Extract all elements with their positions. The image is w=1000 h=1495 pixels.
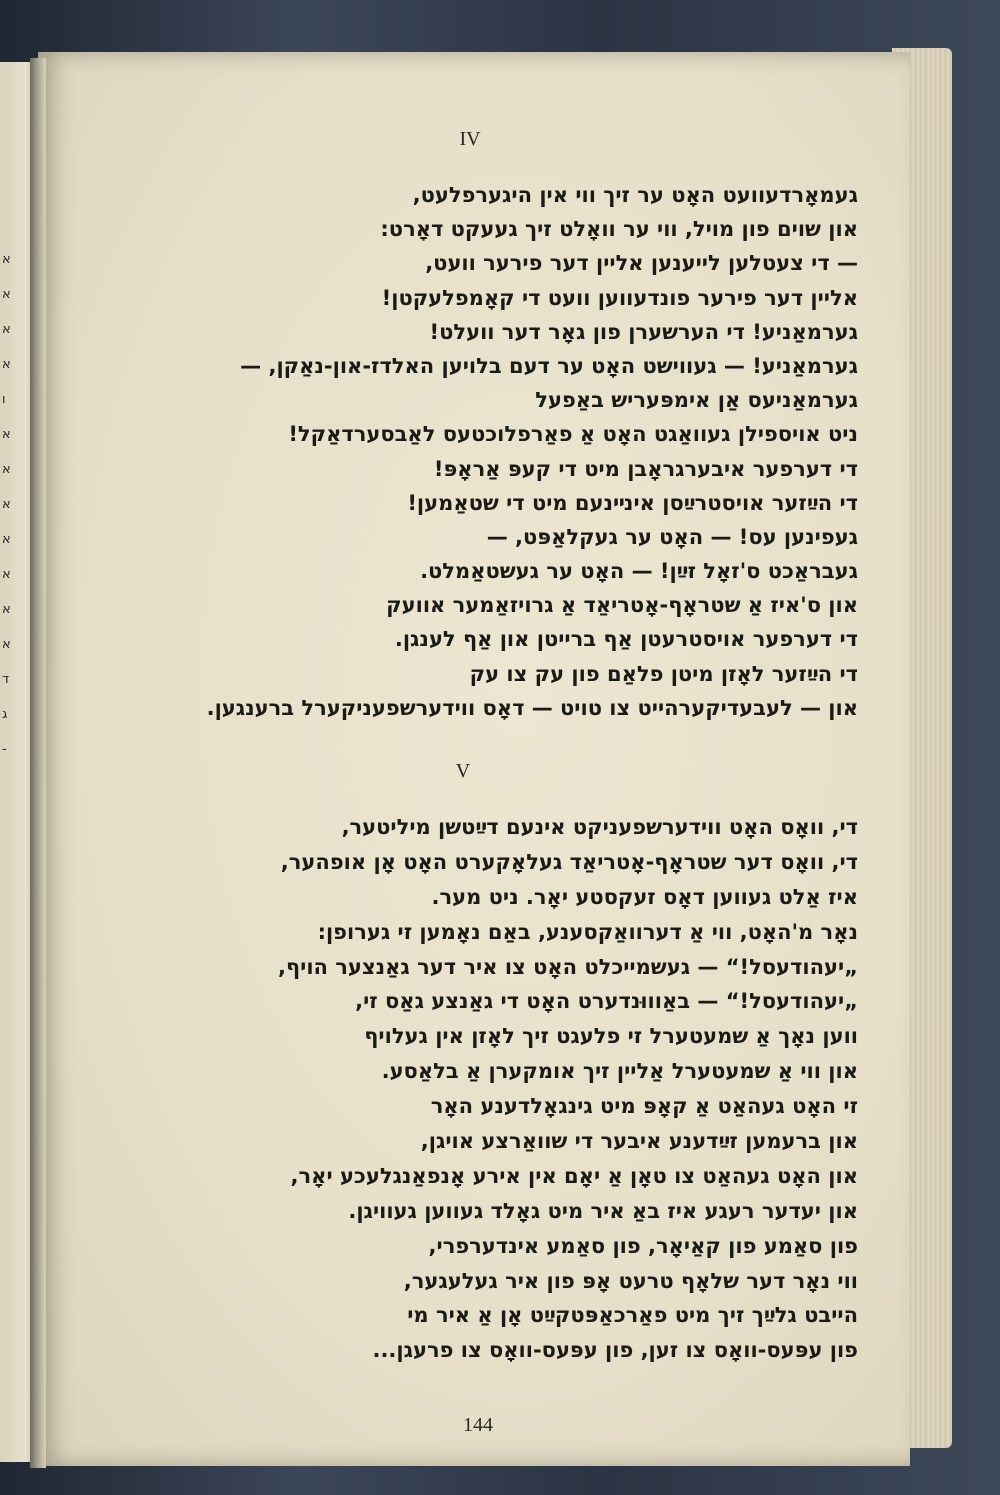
poem-line: זי האָט געהאַט אַ קאָפּ מיט גינגאָלדענע האָר (430, 1094, 858, 1119)
poem-line: די, וואָס דער שטראָף-אָטריאַד געלאָקערט האָט אָן אופהער, (280, 849, 858, 874)
book-page (38, 52, 910, 1466)
margin-fragment: א (2, 462, 11, 477)
section-numeral-iv: IV (459, 128, 481, 150)
poem-line: ניט אויספילן געוואַגט האָט אַ פאַרפלוכטעס לאַבסערדאַקל! (288, 422, 858, 447)
margin-fragment: א (2, 567, 11, 582)
poem-line: גערמאַניע! די הערשערן פון גאָר דער וועלט! (429, 319, 858, 344)
margin-fragment: - (2, 742, 7, 757)
poem-line: פון עפּעס-וואָס צו זען, פון עפּעס-וואָס צו פרעגן... (372, 1338, 858, 1363)
book-gutter (30, 58, 46, 1468)
margin-fragment: א (2, 637, 11, 652)
poem-line: די, וואָס האָט ווידערשפעניקט אינעם דײַטשן מיליטער, (341, 815, 858, 839)
margin-fragment: ג (2, 707, 8, 722)
poem-line: די הײַזער אויסטרײַסן אינײנעם מיט די שטאַמען! (407, 490, 858, 515)
poem-line: און — לעבעדיקערהייט צו טויט — דאָס ווידערשפעניקערל ברענגען. (206, 695, 858, 720)
section-numeral-v: V (455, 760, 471, 782)
margin-fragment: א (2, 427, 11, 442)
poem-stanza-v (138, 810, 858, 1368)
poem-line: די דערפער איבערגראָבן מיט די קעפּ אַראָפּ! (433, 456, 858, 481)
margin-fragment: ד (2, 672, 10, 687)
poem-stanza-iv (138, 178, 858, 725)
poem-line: און יעדער רעגע איז באַ איר מיט גאָלד געווען געוויגן. (348, 1198, 858, 1223)
poem-line: אליין דער פירער פונדעווען וועט די קאָמפלעקטן! (381, 285, 858, 310)
poem-line: און ווי אַ שמעטערל אַליין זיך אומקערן אַ בלאַסע. (381, 1059, 858, 1084)
poem-line: פון סאַמע פון קאַיאָר, פון סאַמע אינדערפרי, (428, 1233, 858, 1258)
poem-line: „יעהודעסל!“ — געשמייכלט האָט צו איר דער גאַנצער הויף, (278, 954, 858, 979)
margin-fragment: א (2, 497, 11, 512)
poem-line: גערמאַניעס אַן אימפּעריש באַפעל (535, 388, 858, 413)
poem-line: גערמאַניע! — געווישט האָט ער דעם בלויען האלדז-און-נאַקן, — (240, 353, 858, 378)
poem-line: — די צעטלען לייענען אליין דער פירער וועט, (425, 251, 858, 276)
poem-line: די דערפער אויסטרעטן אַף ברייטן און אַף לענגן. (394, 627, 858, 652)
poem-line: נאָר מ'האָט, ווי אַ דערוואַקסענע, באַם נאָמען זי גערופן: (317, 919, 858, 944)
margin-fragment: א (2, 602, 11, 617)
page-number: 144 (463, 1414, 493, 1436)
margin-fragment: א (2, 322, 11, 337)
margin-fragment: א (2, 287, 11, 302)
poem-line: און ס'איז אַ שטראָף-אָטריאַד אַ גרויזאַמער אוועק (386, 593, 858, 618)
margin-fragment: א (2, 357, 11, 372)
poem-line: געמאָרדעוועט האָט ער זיך ווי אין היגערפלעט, (412, 183, 858, 207)
margin-fragment: א (2, 252, 11, 267)
margin-fragment: א (2, 532, 11, 547)
poem-line: הייבט גלײַך זיך מיט פאַרכאַפּטקײַט אָן אַ איר מי (407, 1303, 858, 1328)
previous-page-text-fragments (2, 242, 14, 767)
poem-line: ווען נאָך אַ שמעטערל זי פלעגט זיך לאָזן אין געלויף (364, 1024, 858, 1049)
poem-line: ווי נאָר דער שלאָף טרעט אָפּ פון איר געלעגער, (403, 1268, 858, 1293)
poem-line: געפינען עס! — האָט ער געקלאַפּט, — (486, 524, 858, 549)
poem-line: „יעהודעסל!“ — באַוווּנדערט האָט די גאַנצע גאַס זי, (355, 989, 858, 1014)
poem-line: און האָט געהאַט צו טאָן אַ יאָם אין אירע אָנפאַנגלעכע יאָר, (290, 1163, 858, 1188)
poem-line: און ברעמען זײַדענע איבער די שוואַרצע אויגן, (420, 1129, 858, 1154)
poem-line: געבראַכט ס'זאָל זײַן! — האָט ער געשטאַמלט. (420, 559, 858, 584)
poem-line: די הײַזער לאָזן מיטן פלאַם פון עק צו עק (469, 661, 858, 686)
poem-line: און שוים פון מויל, ווי ער וואָלט זיך געעקט דאָרט: (380, 217, 858, 242)
margin-fragment: ו (2, 392, 6, 407)
poem-line: איז אַלט געווען דאָס זעקסטע יאָר. ניט מער. (431, 884, 858, 909)
